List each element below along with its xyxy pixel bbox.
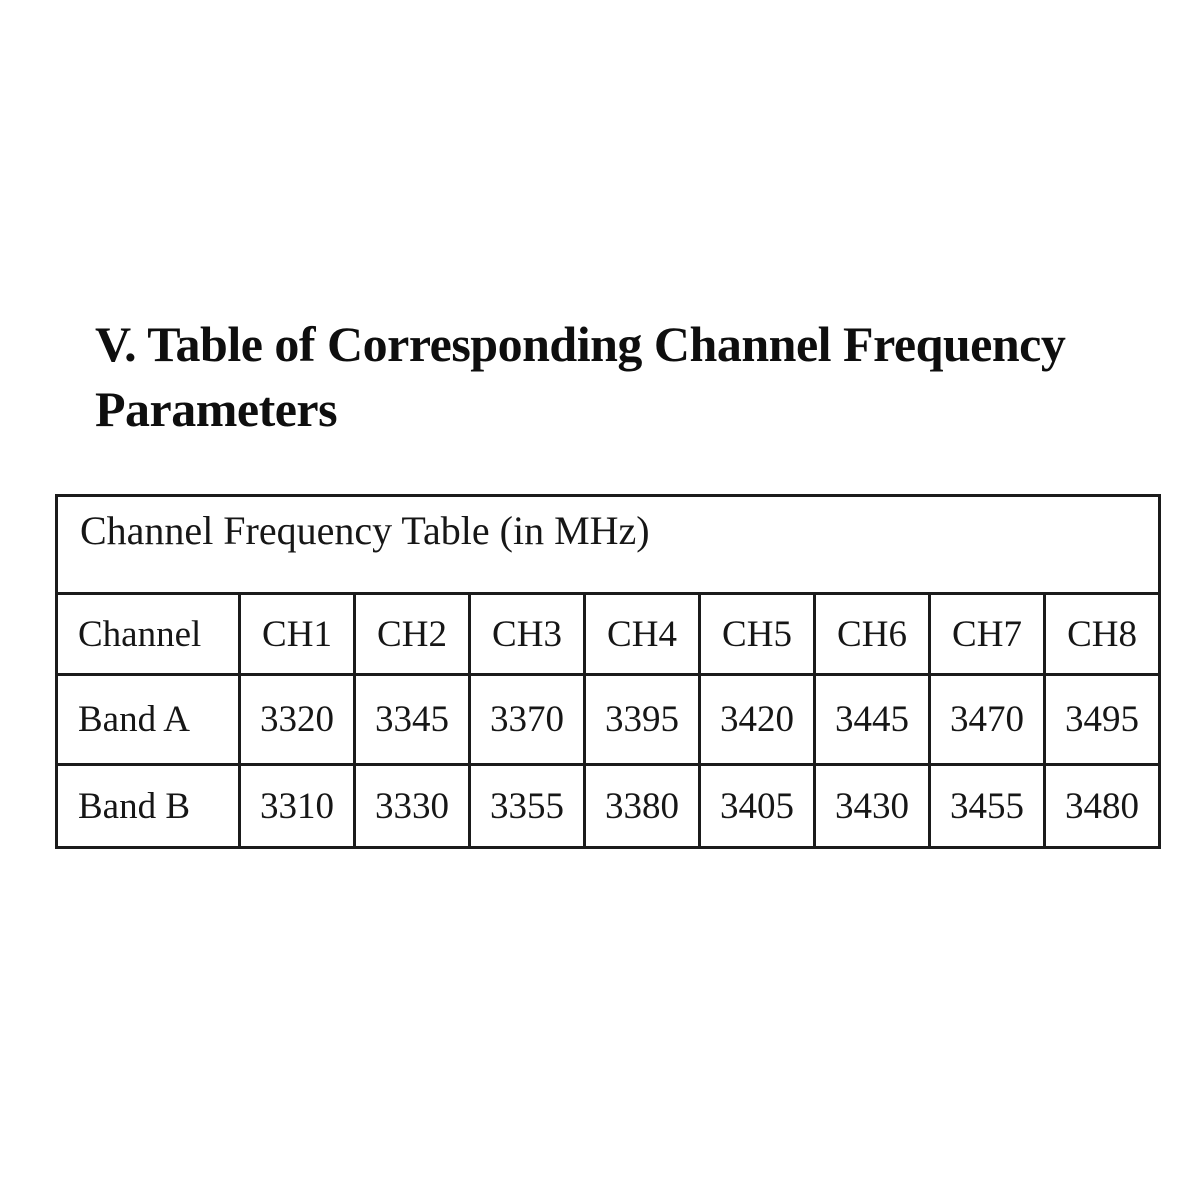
freq-cell: 3370: [470, 675, 585, 765]
freq-cell: 3405: [700, 765, 815, 848]
column-header-ch2: CH2: [355, 594, 470, 675]
section-heading: [95, 312, 1135, 442]
freq-cell: 3345: [355, 675, 470, 765]
column-header-ch5: CH5: [700, 594, 815, 675]
column-header-ch4: CH4: [585, 594, 700, 675]
table-caption: Channel Frequency Table (in MHz): [57, 496, 1160, 594]
freq-cell: 3430: [815, 765, 930, 848]
column-header-ch8: CH8: [1045, 594, 1160, 675]
channel-frequency-table: [55, 494, 1161, 849]
column-header-ch3: CH3: [470, 594, 585, 675]
table-header-row: [57, 594, 1160, 675]
freq-cell: 3455: [930, 765, 1045, 848]
section-heading-line2: Parameters: [95, 381, 338, 437]
table-caption-row: [57, 496, 1160, 594]
row-label-band-a: Band A: [57, 675, 240, 765]
table-row-band-b: [57, 765, 1160, 848]
freq-cell: 3420: [700, 675, 815, 765]
column-header-ch7: CH7: [930, 594, 1045, 675]
freq-cell: 3355: [470, 765, 585, 848]
row-label-band-b: Band B: [57, 765, 240, 848]
column-header-channel: Channel: [57, 594, 240, 675]
section-heading-line1: V. Table of Corresponding Channel Frequency: [95, 316, 1066, 372]
freq-cell: 3380: [585, 765, 700, 848]
freq-cell: 3395: [585, 675, 700, 765]
table-row-band-a: [57, 675, 1160, 765]
freq-cell: 3470: [930, 675, 1045, 765]
freq-cell: 3480: [1045, 765, 1160, 848]
freq-cell: 3310: [240, 765, 355, 848]
freq-cell: 3330: [355, 765, 470, 848]
freq-cell: 3495: [1045, 675, 1160, 765]
column-header-ch1: CH1: [240, 594, 355, 675]
column-header-ch6: CH6: [815, 594, 930, 675]
freq-cell: 3445: [815, 675, 930, 765]
freq-cell: 3320: [240, 675, 355, 765]
